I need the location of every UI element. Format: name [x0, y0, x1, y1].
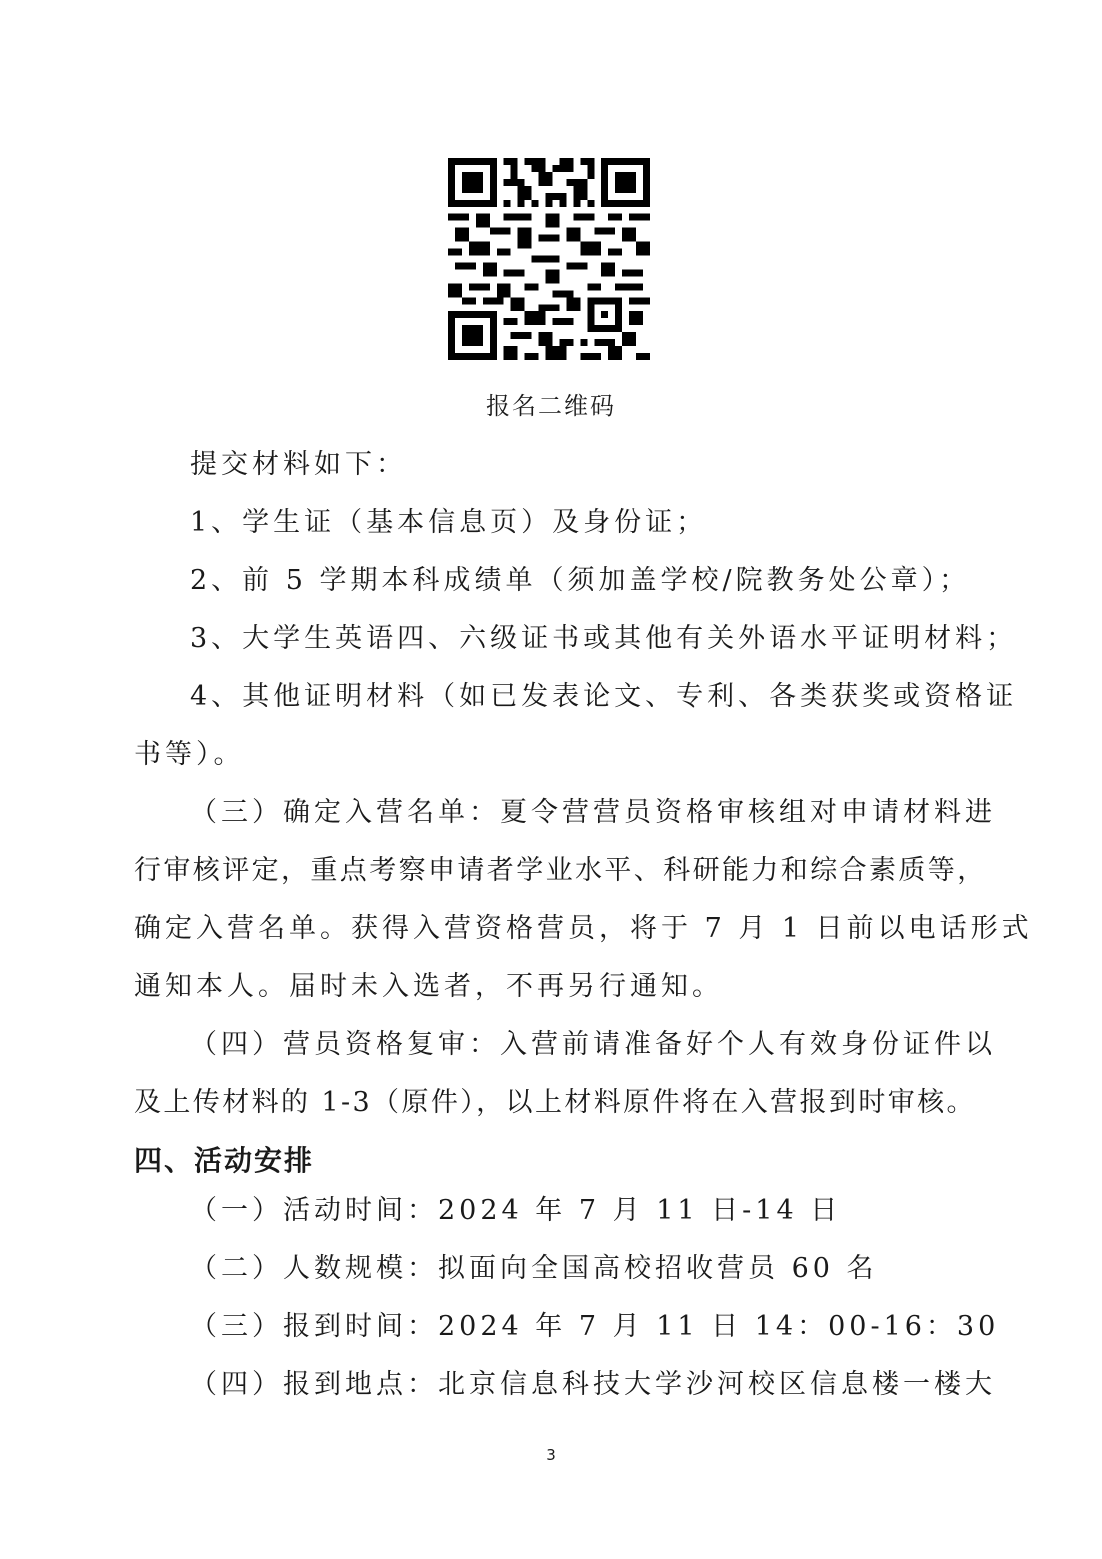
section-3-line-4: 通知本人。届时未入选者，不再另行通知。 [134, 971, 723, 1002]
materials-item-1: 1、学生证（基本信息页）及身份证； [190, 507, 708, 538]
section-3-line-1: （三）确定入营名单：夏令营营员资格审核组对申请材料进 [190, 797, 996, 828]
section-4-line-2: 及上传材料的 1-3（原件），以上材料原件将在入营报到时审核。 [134, 1087, 976, 1118]
materials-item-4-line-1: 4、其他证明材料（如已发表论文、专利、各类获奖或资格证 [190, 681, 1018, 712]
activity-scale: （二）人数规模：拟面向全国高校招收营员 60 名 [190, 1253, 878, 1284]
section-3-line-3: 确定入营名单。获得入营资格营员，将于 7 月 1 日前以电话形式 [134, 913, 1033, 944]
activity-checkin-time: （三）报到时间：2024 年 7 月 11 日 14：00-16：30 [190, 1311, 1000, 1342]
activity-checkin-place: （四）报到地点：北京信息科技大学沙河校区信息楼一楼大 [190, 1369, 996, 1400]
materials-item-4-line-2: 书等）。 [134, 739, 245, 770]
qr-caption: 报名二维码 [486, 392, 616, 420]
section-4-line-1: （四）营员资格复审：入营前请准备好个人有效身份证件以 [190, 1029, 996, 1060]
materials-intro: 提交材料如下： [190, 449, 407, 480]
registration-qr-code [448, 158, 650, 360]
materials-item-3: 3、大学生英语四、六级证书或其他有关外语水平证明材料； [190, 623, 1018, 654]
activity-heading: 四、活动安排 [134, 1144, 315, 1177]
activity-time: （一）活动时间：2024 年 7 月 11 日-14 日 [190, 1195, 842, 1226]
materials-item-2: 2、前 5 学期本科成绩单（须加盖学校/院教务处公章）； [190, 565, 971, 596]
section-3-line-2: 行审核评定，重点考察申请者学业水平、科研能力和综合素质等， [134, 855, 987, 886]
page-number: 3 [546, 1446, 556, 1464]
